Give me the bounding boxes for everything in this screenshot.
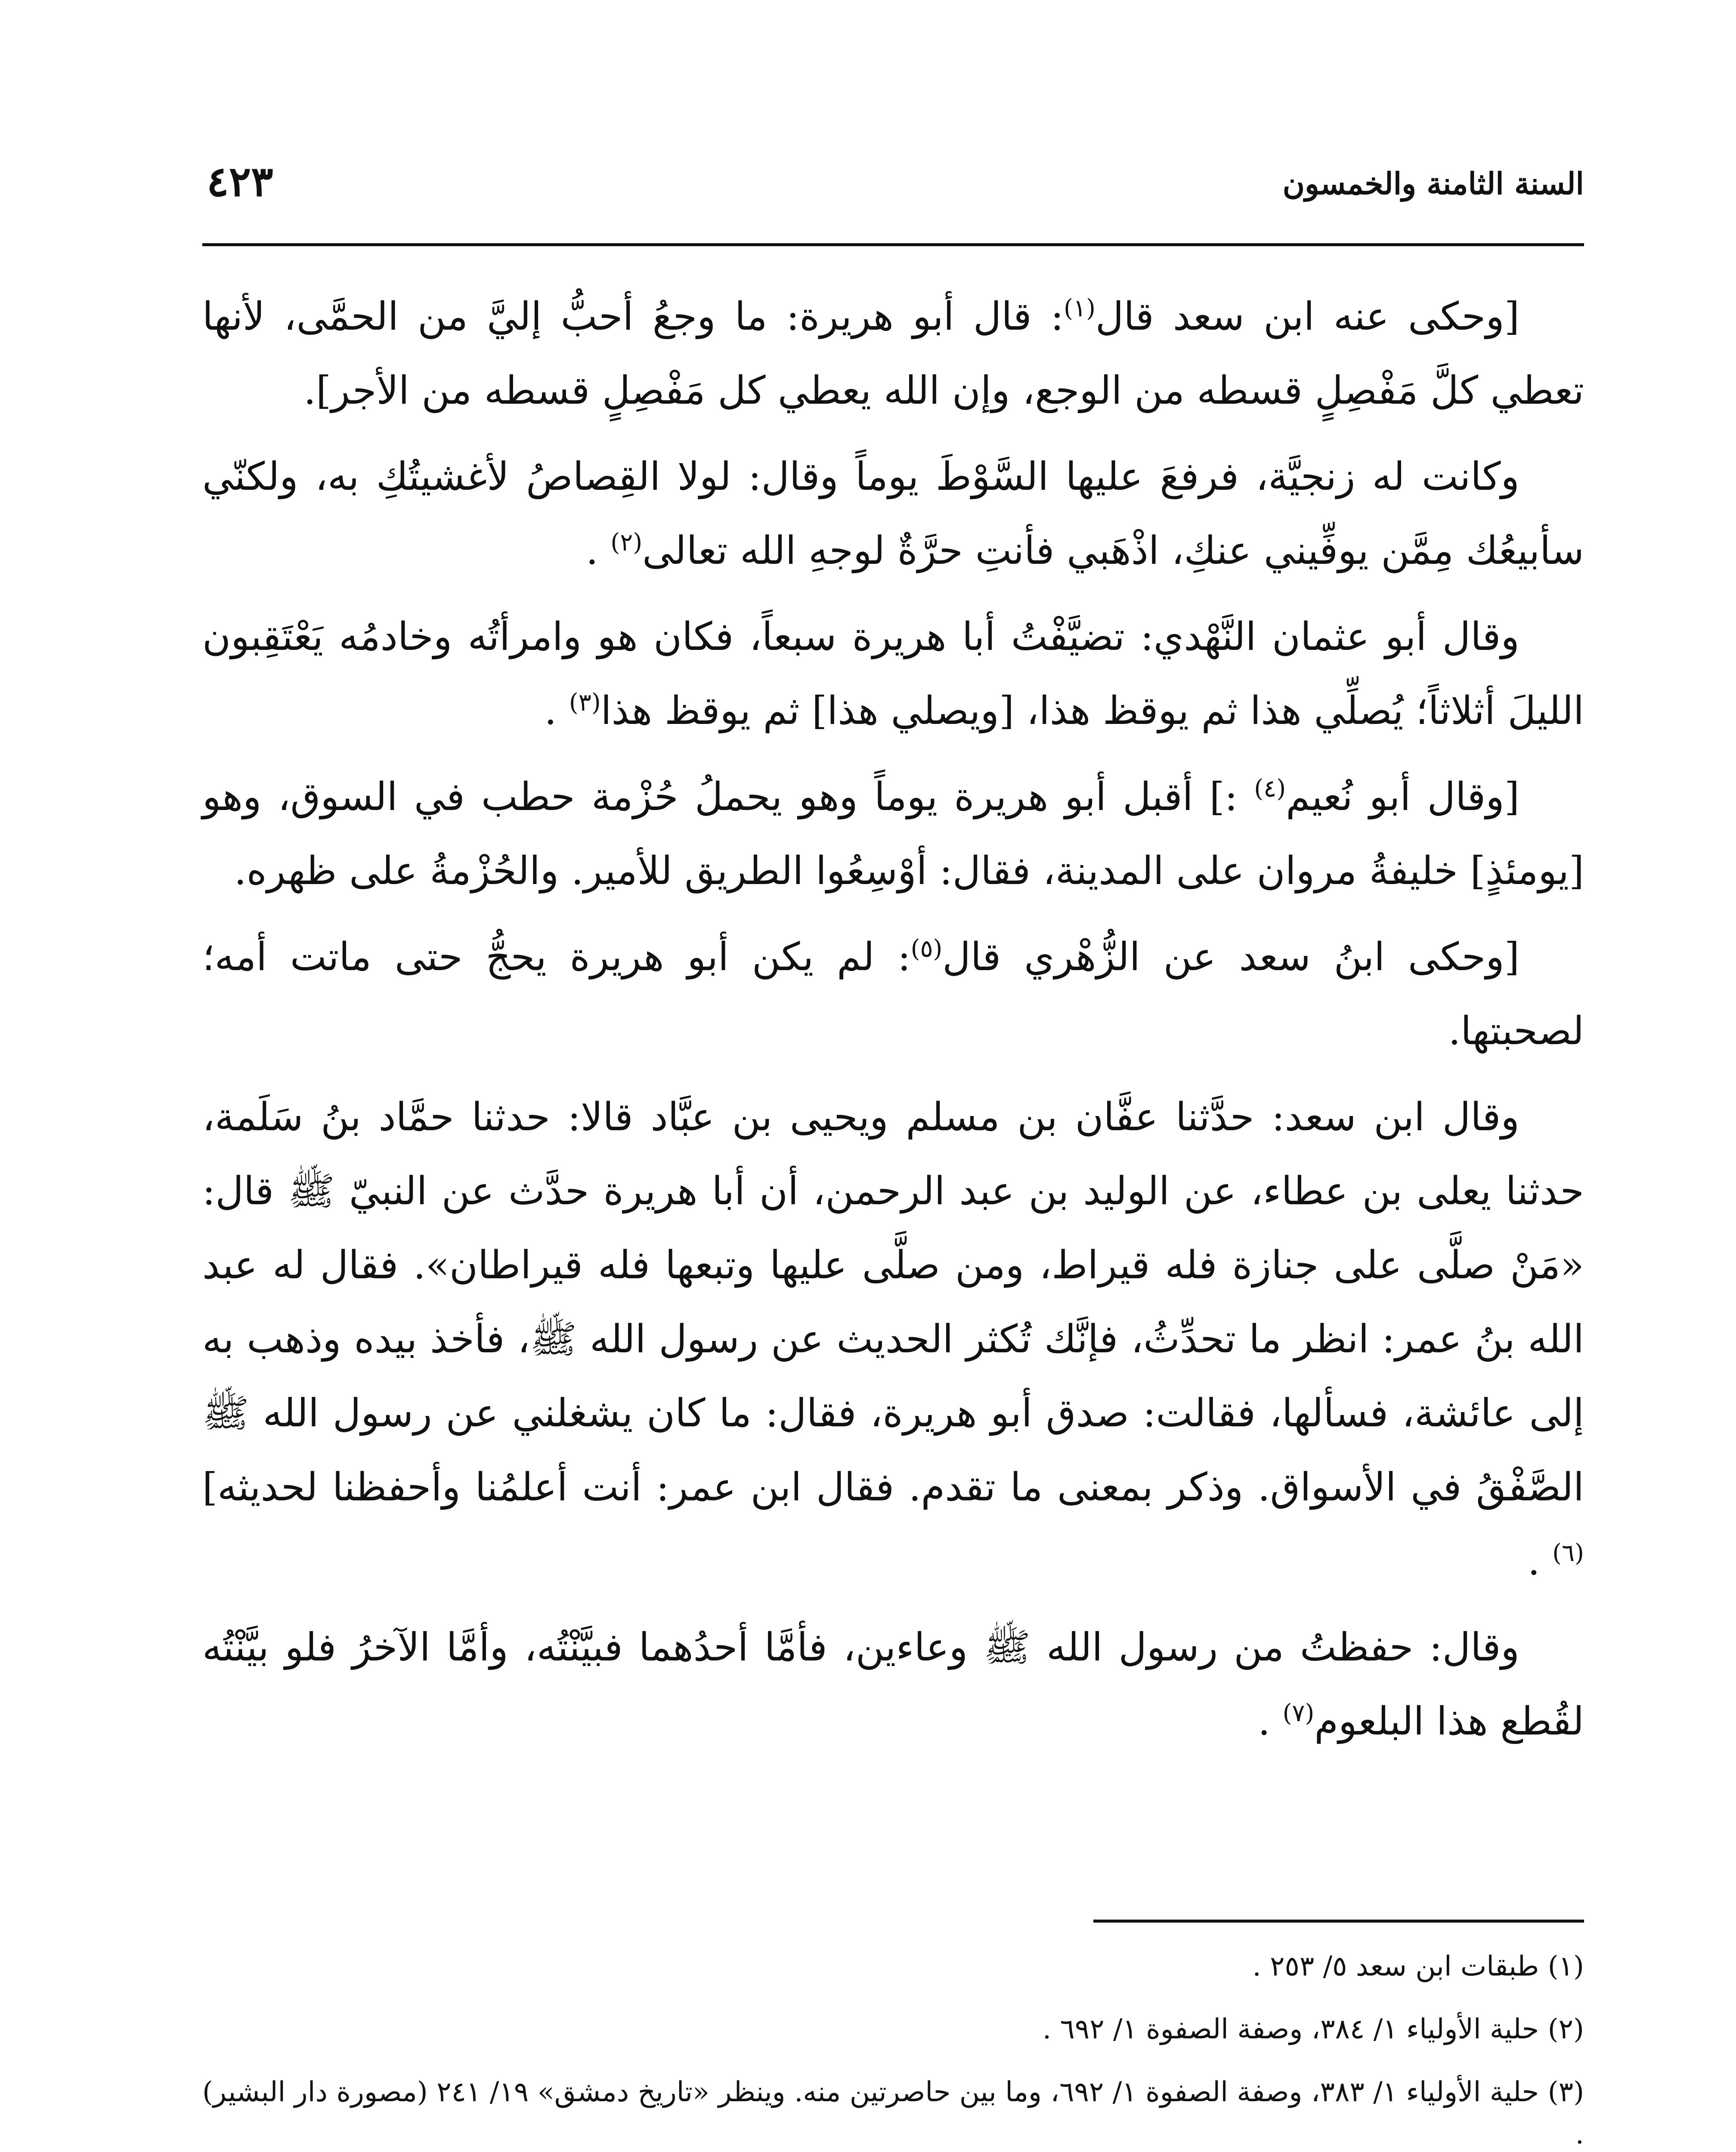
paragraph: [وحكى عنه ابن سعد قال$^{(١)}$: قال أبو هريرة: ما وجعُ أحبُّ إليَّ من الحمَّى، لأنها تعطي كلَّ مَفْصِلٍ قسطه من الوجع، وإن الله يعطي كل مَفْصِلٍ قسطه من الأجر]. (202, 294, 1584, 413)
paragraph: وقال: حفظتُ من رسول الله ﷺ وعاءين، فأمَّا أحدُهما فبيَّنْتُه، وأمَّا الآخرُ فلو بيَّنْتُه لقُطع هذا البلعوم$^{(٧)}$ . (202, 1625, 1584, 1744)
footnote-marker: (٤) (1254, 775, 1286, 803)
book-page (202, 0, 1584, 2152)
paragraph: [وقال أبو نُعيم$^{(٤)}$ :] أقبل أبو هريرة يوماً وهو يحملُ حُزْمة حطب في السوق، وهو [يومئذٍ] خليفةُ مروان على المدينة، فقال: أوْسِعُوا الطريق للأمير. والحُزْمةُ على ظهره. (202, 774, 1584, 894)
page-number: ٤٢٣ (207, 157, 273, 206)
footnote: (٢) حلية الأولياء ١/ ٣٨٤، وصفة الصفوة ١/ ٦٩٢ . (1042, 2013, 1584, 2045)
header-divider (202, 243, 1584, 246)
footnotes (202, 1945, 1584, 2152)
footnote-marker: (٣) (569, 689, 601, 717)
page-header (202, 153, 1584, 226)
footnote-divider (1093, 1920, 1584, 1923)
footnote-marker: (١) (1064, 294, 1095, 322)
paragraph: [وحكى ابنُ سعد عن الزُّهْري قال$^{(٥)}$: لم يكن أبو هريرة يحجُّ حتى ماتت أمه؛ لصحبتها. (202, 934, 1584, 1054)
footnote-marker: (٢) (610, 529, 643, 557)
paragraph: وكانت له زنجيَّة، فرفعَ عليها السَّوْطَ يوماً وقال: لولا القِصاصُ لأغشيتُكِ به، ولكنّي سأبيعُك مِمَّن يوفِّيني عنكِ، اذْهَبي فأنتِ حرَّةٌ لوجهِ الله تعالى$^{(٢)}$ . (202, 454, 1584, 573)
footnote-marker: (٥) (910, 935, 943, 963)
paragraph: وقال أبو عثمان النَّهْدي: تضيَّفْتُ أبا هريرة سبعاً، فكان هو وامرأتُه وخادمُه يَعْتَقِبون الليلَ أثلاثاً؛ يُصلِّي هذا ثم يوقظ هذا، [ويصلي هذا] ثم يوقظ هذا$^{(٣)}$ . (202, 614, 1584, 733)
running-title: السنة الثامنة والخمسون (1282, 166, 1584, 201)
footnote-marker: (٦) (1552, 1539, 1584, 1567)
footnote-marker: (٧) (1282, 1699, 1315, 1727)
main-text (202, 280, 1584, 1771)
footnote: (١) طبقات ابن سعد ٥/ ٢٥٣ . (1252, 1951, 1584, 1982)
paragraph: وقال ابن سعد: حدَّثنا عفَّان بن مسلم ويحيى بن عبَّاد قالا: حدثنا حمَّاد بنُ سَلَمة، حدثنا يعلى بن عطاء، عن الوليد بن عبد الرحمن، أن أبا هريرة حدَّث عن النبيّ ﷺ قال: «مَنْ صلَّى على جنازة فله قيراط، ومن صلَّى عليها وتبعها فله قيراطان». فقال له عبد الله بنُ عمر: انظر ما تحدِّثُ، فإنَّك تُكثر الحديث عن رسول الله ﷺ، فأخذ بيده وذهب به إلى عائشة، فسألها، فقالت: صدق أبو هريرة، فقال: ما كان يشغلني عن رسول الله ﷺ الصَّفْقُ في الأسواق. وذكر بمعنى ما تقدم. فقال ابن عمر: أنت أعلمُنا وأحفظنا لحديثه]$^{(٦)}$ . (202, 1095, 1584, 1584)
footnote: (٣) حلية الأولياء ١/ ٣٨٣، وصفة الصفوة ١/ ٦٩٢، وما بين حاصرتين منه. وينظر «تاريخ دمشق» ١٩/ ٢٤١ (مصورة دار البشير) . (202, 2076, 1584, 2150)
